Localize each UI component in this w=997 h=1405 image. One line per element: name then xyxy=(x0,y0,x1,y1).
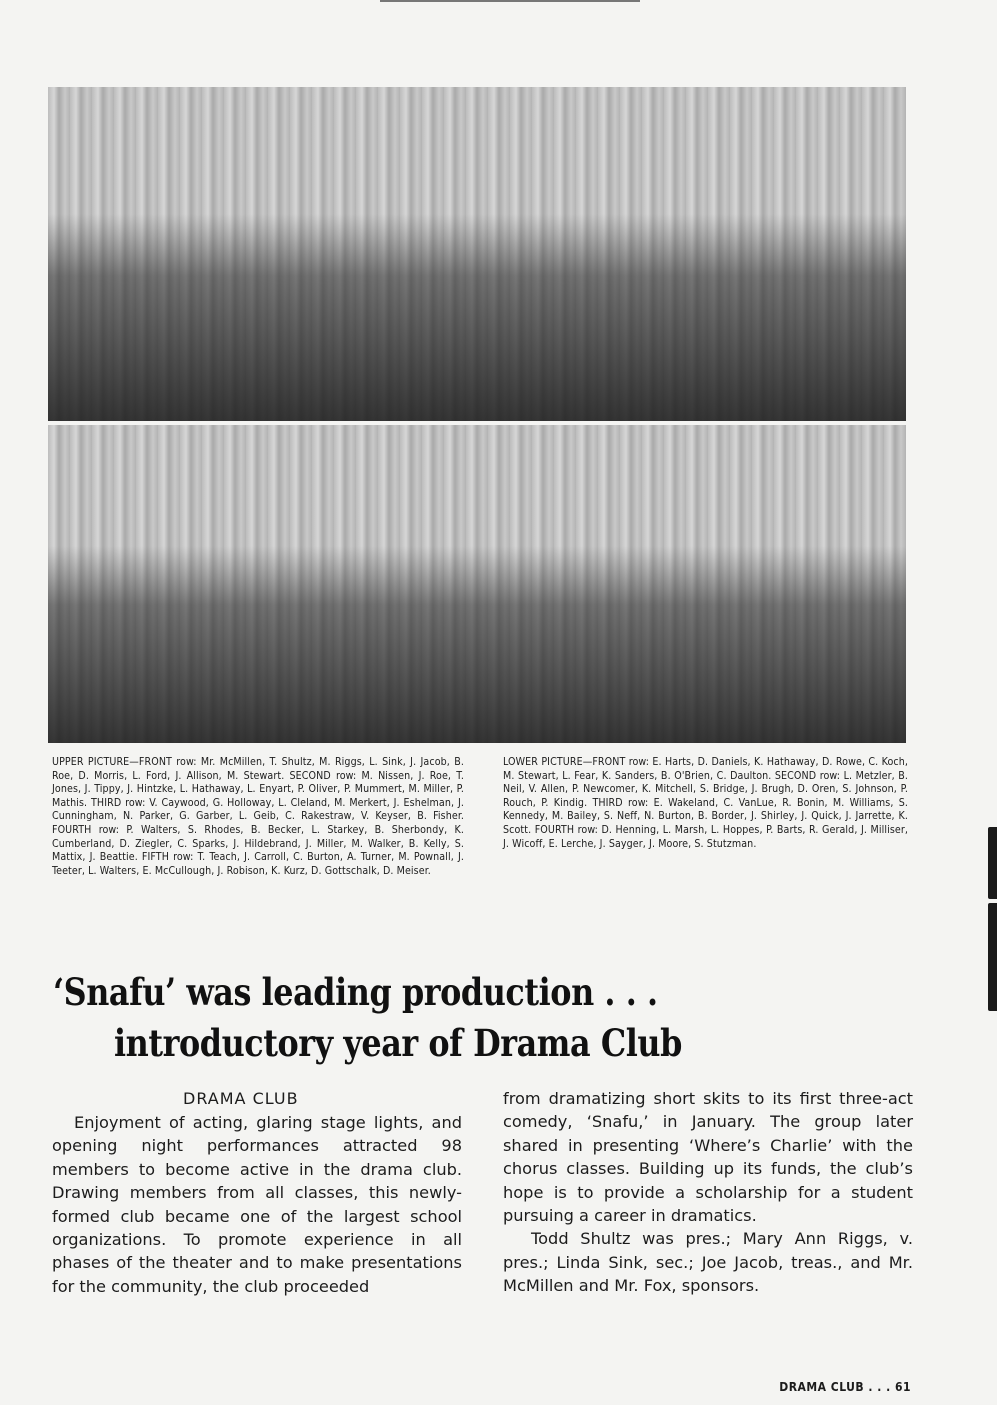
article-column-left xyxy=(52,1111,462,1298)
page-edge-tab-1 xyxy=(988,827,997,899)
page-edge-tab-2 xyxy=(988,903,997,1011)
page-footer-running-head: DRAMA CLUB . . . 61 xyxy=(779,1380,911,1394)
top-edge-rule xyxy=(380,0,640,2)
article-column-right xyxy=(503,1087,913,1298)
article-paragraph-1-part-2: from dramatizing short skits to its first three-act comedy, ‘Snafu,’ in January. The group later shared in presenting ‘Where’s Charlie’ with the chorus classes. Building up its funds, the club’s hope is to provide a scholarship for a student pursuing a career in dramatics. xyxy=(503,1089,913,1226)
section-label: DRAMA CLUB xyxy=(183,1089,299,1108)
lower-picture-caption: LOWER PICTURE—FRONT row: E. Harts, D. Daniels, K. Hathaway, D. Rowe, C. Koch, M. Stewart, L. Fear, K. Sanders, B. O'Brien, C. Daulton. SECOND row: L. Metzler, B. Neil, V. Allen, P. Newcomer, K. Mitchell, S. Bridge, J. Brugh, D. Oren, S. Johnson, P. Rouch, P. Kindig. THIRD row: E. Wakeland, C. VanLue, R. Bonin, M. Williams, S. Kennedy, M. Bailey, S. Neff, N. Burton, B. Border, J. Shirley, J. Quick, J. Jarrette, K. Scott. FOURTH row: D. Henning, L. Marsh, L. Hoppes, P. Barts, R. Gerald, J. Milliser, J. Wicoff, E. Lerche, J. Sayger, J. Moore, S. Stutzman. xyxy=(503,756,908,850)
article-paragraph-2: Todd Shultz was pres.; Mary Ann Riggs, v. pres.; Linda Sink, sec.; Joe Jacob, treas., and Mr. McMillen and Mr. Fox, sponsors. xyxy=(503,1229,913,1296)
upper-group-photo xyxy=(48,87,906,421)
article-paragraph-1-part-1: Enjoyment of acting, glaring stage lights, and opening night performances attracted 98 members to become active in the drama club. Drawing members from all classes, this newly-formed club became one of the largest school organizations. To promote experience in all phases of the theater and to make presentations for the community, the club proceeded xyxy=(52,1113,462,1296)
lower-group-photo xyxy=(48,425,906,743)
upper-picture-caption: UPPER PICTURE—FRONT row: Mr. McMillen, T. Shultz, M. Riggs, L. Sink, J. Jacob, B. Roe, D. Morris, L. Ford, J. Allison, M. Stewart. SECOND row: M. Nissen, J. Roe, T. Jones, J. Tippy, J. Hintzke, L. Hathaway, L. Enyart, P. Oliver, P. Mummert, M. Miller, P. Mathis. THIRD row: V. Caywood, G. Holloway, L. Cleland, M. Merkert, J. Eshelman, J. Cunningham, N. Parker, G. Garber, L. Geib, C. Rakestraw, V. Keyser, B. Fisher. FOURTH row: P. Walters, S. Rhodes, B. Becker, L. Starkey, B. Sherbondy, K. Cumberland, D. Ziegler, C. Sparks, J. Hildebrand, J. Miller, M. Walker, B. Kelly, S. Mattix, J. Beattie. FIFTH row: T. Teach, J. Carroll, C. Burton, A. Turner, M. Pownall, J. Teeter, L. Walters, E. McCullough, J. Robison, K. Kurz, D. Gottschalk, D. Meiser. xyxy=(52,756,464,877)
headline-line-1: ‘Snafu’ was leading production . . . xyxy=(53,970,658,1014)
headline-line-2: introductory year of Drama Club xyxy=(114,1021,682,1065)
